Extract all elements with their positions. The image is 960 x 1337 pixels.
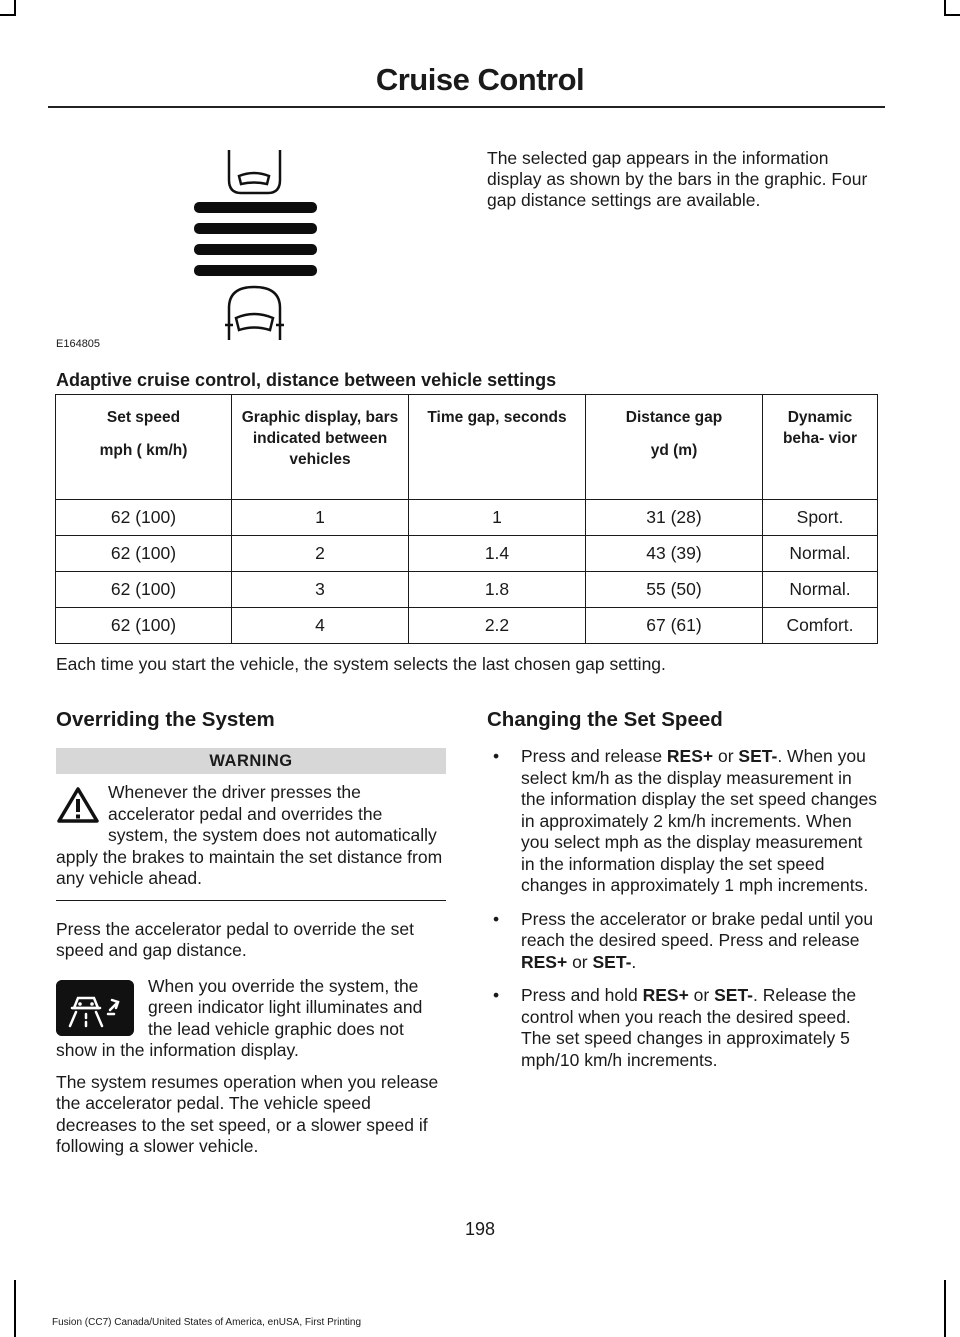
cell-distance-gap: 43 (39) [586,536,763,572]
list-item: • Press the accelerator or brake pedal until you reach the desired speed. Press and release RES+ or SET-. [487,909,879,974]
gap-distance-figure [56,140,346,350]
table-header-row [56,395,878,500]
warning-triangle-icon [56,786,100,824]
cell-bars: 4 [232,608,409,644]
warning-banner: WARNING [56,748,446,774]
header-dynamic-behavior: Dynamic beha- vior [763,395,878,500]
table-row [56,536,878,572]
own-vehicle-windshield [236,314,273,330]
warning-text: Whenever the driver presses the accelerator pedal and overrides the system, the system does not automatically apply the brakes to maintain the set distance from any vehicle ahead. [56,782,443,888]
cell-time-gap: 1.4 [409,536,586,572]
page-number: 198 [464,1219,496,1239]
list-item: • Press and release RES+ or SET-. When you select km/h as the display measurement in the information display the set speed changes in approximately 2 km/h increments. When you select mph as the display measurement in the information display the set speed changes in approximately 1 mph increments. [487,746,879,897]
table-row [56,572,878,608]
table-row [56,608,878,644]
page-title: Cruise Control [375,62,585,97]
gap-memory-paragraph: Each time you start the vehicle, the system selects the last chosen gap setting. [56,654,666,674]
cell-time-gap: 1 [409,500,586,536]
cell-bars: 3 [232,572,409,608]
cell-behavior: Comfort. [763,608,878,644]
set-minus-key: SET- [714,985,754,1005]
set-minus-key: SET- [738,746,778,766]
set-minus-key: SET- [592,951,632,972]
section-heading-changing: Changing the Set Speed [487,708,723,731]
gap-bar-3 [194,244,317,255]
crop-mark [944,1280,946,1337]
cell-distance-gap: 31 (28) [586,500,763,536]
cell-behavior: Sport. [763,500,878,536]
header-graphic-display: Graphic display, bars indicated between vehicles [232,395,409,500]
cell-set-speed: 62 (100) [56,500,232,536]
overriding-section [56,708,446,1158]
cell-set-speed: 62 (100) [56,608,232,644]
section-heading-overriding: Overriding the System [56,708,275,731]
changing-speed-list [487,746,879,1071]
own-vehicle-icon [225,287,284,340]
cell-set-speed: 62 (100) [56,572,232,608]
indicator-paragraph: When you override the system, the green indicator light illuminates and the lead vehicle graphic does not show in the information display. [56,975,423,1060]
gap-distance-graphic [56,140,346,350]
cell-behavior: Normal. [763,536,878,572]
gap-bar-1 [194,202,317,213]
header-time-gap: Time gap, seconds [409,395,586,500]
gap-bar-4 [194,265,317,276]
indicator-note [56,976,446,1062]
cell-distance-gap: 67 (61) [586,608,763,644]
footer-text: Fusion (CC7) Canada/United States of America, enUSA, First Printing [52,1317,362,1328]
cell-time-gap: 2.2 [409,608,586,644]
res-plus-key: RES+ [666,746,714,766]
gap-settings-table [55,394,878,644]
table-row [56,500,878,536]
lead-vehicle-window [239,173,269,184]
intro-paragraph: The selected gap appears in the information display as shown by the bars in the graphic. Four gap distance settings are available. [487,148,868,210]
res-plus-key: RES+ [642,985,689,1005]
cell-set-speed: 62 (100) [56,536,232,572]
table-title: Adaptive cruise control, distance between vehicle settings [56,370,557,390]
figure-id: E164805 [56,338,101,350]
resume-paragraph: The system resumes operation when you release the accelerator pedal. The vehicle speed decreases to the set speed, or a slower speed if following a slower vehicle. [56,1071,439,1156]
cell-bars: 2 [232,536,409,572]
override-paragraph: Press the accelerator pedal to override the set speed and gap distance. [56,918,414,960]
res-plus-key: RES+ [521,951,568,972]
changing-speed-section [487,708,879,1083]
cell-distance-gap: 55 (50) [586,572,763,608]
cell-behavior: Normal. [763,572,878,608]
cell-time-gap: 1.8 [409,572,586,608]
list-item: • Press and hold RES+ or SET-. Release the control when you reach the desired speed. The set speed changes in approximately 5 mph/10 km/h increments. [487,985,879,1071]
adaptive-cruise-indicator-icon [56,980,134,1036]
header-distance-gap: Distance gap yd (m) [586,395,763,500]
cell-bars: 1 [232,500,409,536]
crop-mark [14,1280,16,1337]
crop-mark [0,14,16,16]
crop-mark [944,14,960,16]
header-set-speed: Set speed mph ( km/h) [56,395,232,500]
header-divider [48,106,885,108]
warning-box [56,782,446,901]
gap-bar-2 [194,223,317,234]
lead-vehicle-icon [229,150,280,193]
